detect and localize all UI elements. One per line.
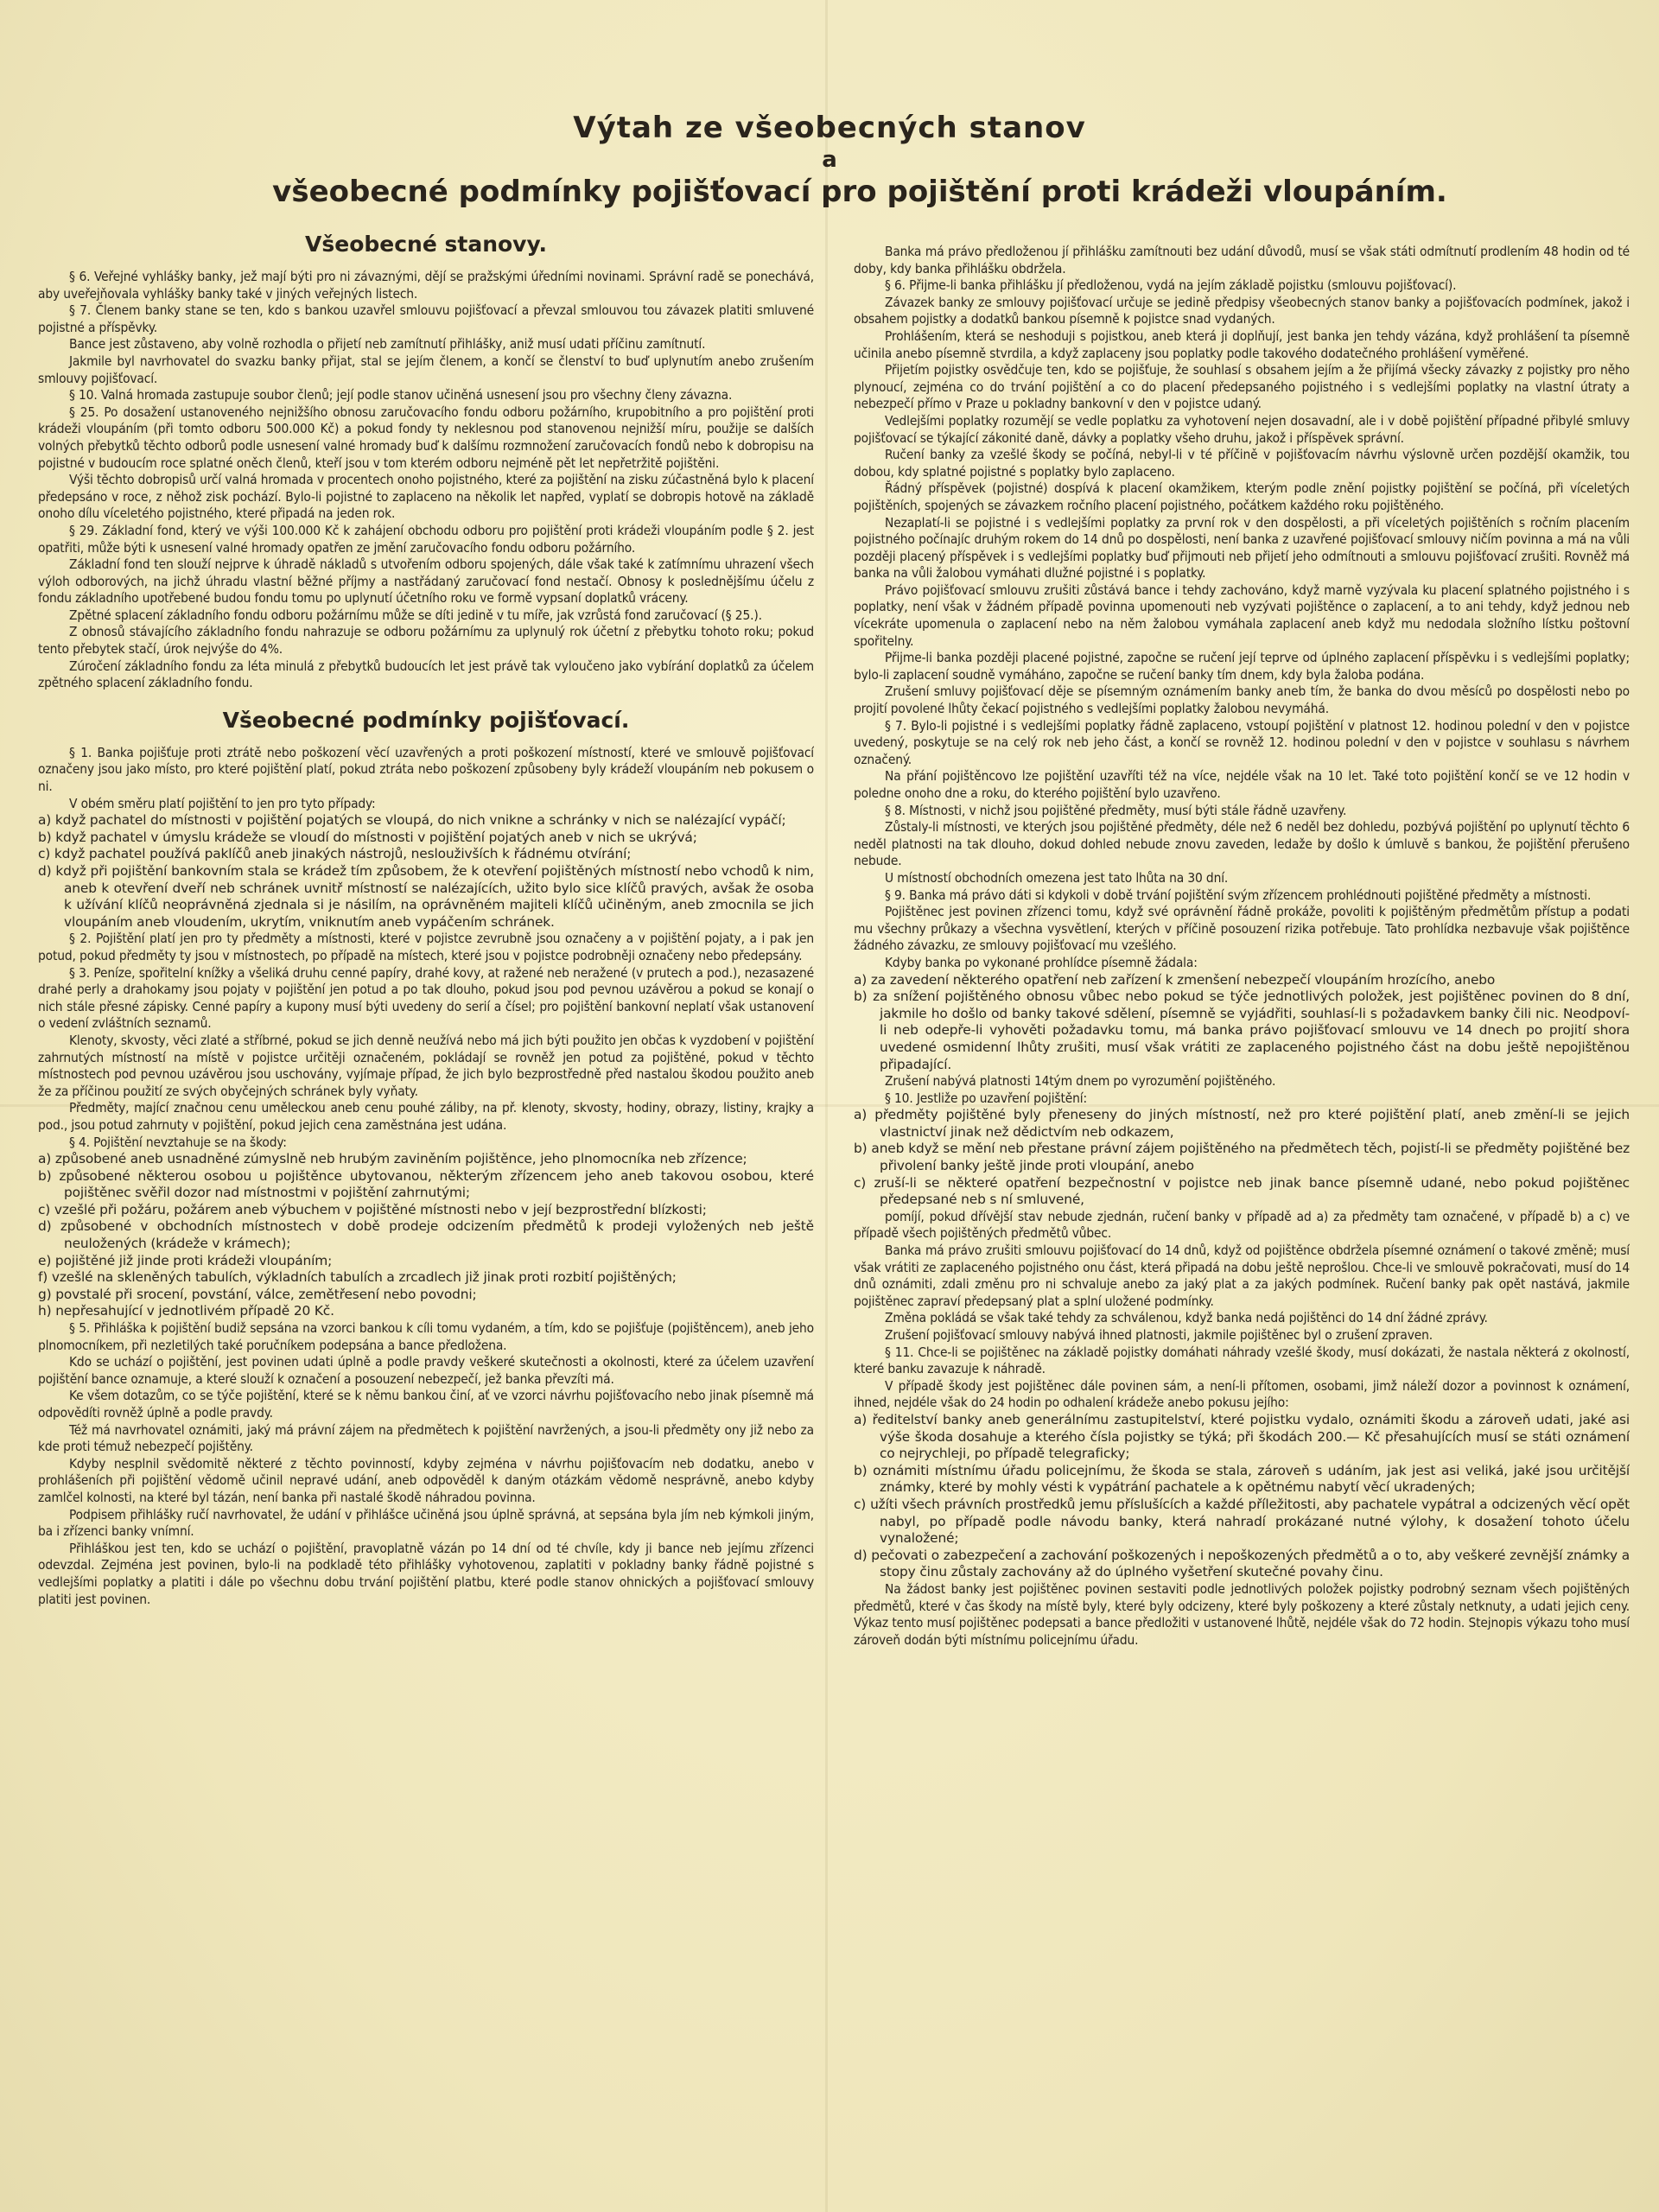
paragraph: U místností obchodních omezena jest tato lhůta na 30 dní. <box>885 869 1229 886</box>
paragraph: V obém směru platí pojištění to jen pro tyto případy: <box>69 795 376 811</box>
paragraph: § 10. Valná hromada zastupuje soubor členů; její podle stanov učiněná usnesení jsou pro všechny členy závazna. <box>69 387 733 404</box>
paragraph: Zrušení nabývá platnosti 14tým dnem po vyrozumění pojištěného. <box>885 1073 1276 1090</box>
paragraph: Bance jest zůstaveno, aby volně rozhodla o přijetí neb zamítnutí přihlášky, aniž musí udati příčinu zamítnutí. <box>69 336 706 353</box>
right-items-3 <box>854 1412 1630 1581</box>
paragraph: Kdyby banka po vykonané prohlídce písemně žádala: <box>885 954 1198 970</box>
paragraph: Ručení banky za vzešlé škody se počíná, nebyl-li v té příčině v pojišťovacím návrhu výslovně určen pozdější okamžik, tou dobou, kdy splatné pojistné s poplatky bylo zaplaceno. <box>854 447 1630 480</box>
list-item: c) vzešlé při požáru, požárem aneb výbuchem v pojištěné místnosti nebo v její bezprostřední blízkosti; <box>38 1201 707 1217</box>
paragraph: Právo pojišťovací smlouvu zrušiti zůstává bance i tehdy zachováno, když marně vyzývala ku placení splatného pojistného i s poplatky, není však v žádném případě povinna upomenouti neb vyzývati pojištěnce o zaplacení, a to ani tehdy, když jednou neb vícekráte upomenula o zaplacení nebo na něm žalobou vymáhala zaplacení aneb když mu nedodala složního lístku poštovní spořitelny. <box>854 582 1630 649</box>
paragraph: § 2. Pojištění platí jen pro ty předměty a místnosti, které v pojistce zevrubně jsou označeny a v pojištění pojaty, a i pak jen potud, pokud předměty ty jsou v místnostech, po případě na místech, které jsou v pojistce podrobněji označeny nebo předepsány. <box>38 931 814 963</box>
list-item: b) oznámiti místnímu úřadu policejnímu, že škoda se stala, zároveň s udáním, jak jest asi veliká, jaké jsou určitější známky, které by mohly vésti k vypátrání pachatele a k opětnému nabytí věcí ukradených; <box>854 1462 1630 1496</box>
list-item: g) povstalé při srocení, povstání, válce, zemětřesení nebo povodni; <box>38 1286 477 1302</box>
podminky-items-1 <box>38 812 814 931</box>
section-heading-podminky: Všeobecné podmínky pojišťovací. <box>222 707 630 733</box>
list-item: d) když při pojištění bankovním stala se krádež tím způsobem, že k otevření pojištěných místností nebo vchodů k nim, aneb k otevření dveří neb schránek uvnitř místností se nalézajících, užito bylo sice klíčů pravých, avšak že osoba k užívání klíčů neoprávněná zjednala si je násilím, na oprávněném majiteli klíčů učiněným, aneb zmocnila se jich vloupáním aneb vloudením, ukrytím, vniknutím aneb vypáčením schránek. <box>38 863 814 930</box>
left-column <box>38 223 814 2184</box>
paragraph: Nezaplatí-li se pojistné i s vedlejšími poplatky za první rok v den dospělosti, a při víceletých pojištěních s ročním placením pojistného počínajíc druhým rokem do 14 dnů po dospělosti, není banka z uzavřené pojišťovací smlouvy ničím povinna a má na vůli později placený příspěvek i s vedlejšími poplatky buď přijmouti neb přijetí jeho odmítnouti a smlouvu pojišťovací zrušiti. Rovněž má banka na vůli žalobou vymáhati dlužné pojistné i s poplatky. <box>854 514 1630 582</box>
list-item: b) způsobené některou osobou u pojištěnce ubytovanou, některým zřízencem jeho aneb takovou osobou, které pojištěnec svěřil dozor nad místnostmi v pojištění zahrnutými; <box>38 1167 814 1201</box>
right-text-3 <box>854 1209 1630 1412</box>
paragraph: Základní fond ten slouží nejprve k úhradě nákladů s utvořením odboru spojených, dále však také k zatímnímu uhrazení všech výloh odborových, na jichž úhradu vlastní běžné příjmy a nastřádaný zaručovací fond nestačí. Obnosy k poslednějšímu účelu z fondu základního upotřebené budou fondu tomu po uplynutí účetního roku ve formě vypsaní doplatků vráceny. <box>38 556 814 607</box>
list-item: a) ředitelství banky aneb generálnímu zastupitelství, které pojistku vydalo, oznámiti škodu a zároveň udati, jaké asi výše škoda dosahuje a kterého čísla pojistky se týká; při škodách 200.— Kč přesahujících musí se státi oznámení co nejrychleji, po případě telegraficky; <box>854 1411 1630 1462</box>
document-header <box>0 111 1659 209</box>
title-line-2: a <box>822 147 837 173</box>
paragraph: Banka má právo zrušiti smlouvu pojišťovací do 14 dnů, když od pojištěnce obdržela písemné oznámení o takové změně; musí však vrátiti ze zaplaceného pojistného onu část, která připadá na dobu ještě neprošlou. Chce-li ve smlouvě pokračovati, musí do 14 dnů oznámiti, zdali změnu pro ni schvaluje anebo za jaký plat a za jakých podmínek. Ručení banky pak opět nastává, jakmile pojištěnec zapraví předepsaný plat a splní uložené podmínky. <box>854 1243 1630 1309</box>
paragraph: V případě škody jest pojištěnec dále povinen sám, a není-li přítomen, osobami, jimž náleží dozor a povinnost k oznámení, ihned, nejdéle však do 24 hodin po odhalení krádeže anebo pokusu jejího: <box>854 1377 1630 1411</box>
list-item: a) když pachatel do místnosti v pojištění pojatých se vloupá, do nich vnikne a schránky v nich se nalézající vypáčí; <box>38 812 786 829</box>
paragraph: Přihláškou jest ten, kdo se uchází o pojištění, pravoplatně vázán po 14 dní od té chvíle, kdy ji bance neb jejímu zřízenci odevzdal. Zejména jest povinen, bylo-li na podkladě této přihlášky vyhotovenou, zaplatiti v pokladny banky řádně pojistné s vedlejšími poplatky a platiti i dále po všechnu dobu trvání pojištění platbu, které podle stanov ohnických a pojišťovací smlouvy platiti jest povinen. <box>38 1540 814 1607</box>
list-item: a) za zavedení některého opatření neb zařízení k zmenšení nebezpečí vloupáním hrozícího, anebo <box>854 971 1496 988</box>
list-item: a) způsobené aneb usnadněné zúmyslně neb hrubým zaviněním pojištěnce, jeho plnomocníka neb zřízence; <box>38 1151 747 1167</box>
paragraph: Podpisem přihlášky ručí navrhovatel, že udání v přihlášce učiněná jsou úplně správná, at sepsána byla jím neb kýmkoli jiným, ba i zřízenci banky vnímní. <box>38 1506 814 1540</box>
podminky-text-3 <box>38 1320 814 1608</box>
list-item: c) zruší-li se některé opatření bezpečnostní v pojistce neb jinak bance písemně udané, nebo pokud pojištěnec předepsané neb s ní smluvené, <box>854 1174 1630 1208</box>
list-item: b) za snížení pojištěného obnosu vůbec nebo pokud se týče jednotlivých položek, jest pojištěnec povinen do 8 dní, jakmile ho došlo od banky takové sdělení, písemně se vyjádřiti, souhlasí-li s požadavkem banky čili nic. Neodpoví-li neb odepře-li vyhověti požadavku tomu, má banka právo pojišťovací smlouvu ve 14 dnech po projití shora uvedené osmidenní lhůty zrušiti, musí však vrátiti ze zaplaceného pojistného část na dobu ještě nepojištěnou připadající. <box>854 988 1630 1072</box>
paragraph: Zpětné splacení základního fondu odboru požárnímu může se díti jedině v tu míře, jak vzrůstá fond zaručovací (§ 25.). <box>69 607 762 623</box>
paragraph: § 9. Banka má právo dáti si kdykoli v době trvání pojištění svým zřízencem prohlédnouti pojištěné předměty a místnosti. <box>885 887 1592 903</box>
list-item: a) předměty pojištěné byly přeneseny do jiných místností, než pro které pojištění platí, aneb změní-li se jejich vlastnictví jinak než dědictvím neb odkazem, <box>854 1107 1630 1140</box>
podminky-items-2 <box>38 1151 814 1320</box>
paragraph: Přijetím pojistky osvědčuje ten, kdo se pojišťuje, že souhlasí s obsahem jejím a že přijímá všecky závazky z pojistky pro něho plynoucí, zejména co do trvání pojištění a co do placení předepsaného pojistného i s vedlejšími poplatky na vlastní útraty a nebezpečí přímo v Praze u pokladny bankovní v den v pojistce udaný. <box>854 362 1630 412</box>
right-items-1 <box>854 972 1630 1074</box>
paragraph: pomíjí, pokud dřívější stav nebude zjednán, ručení banky v případě ad a) za předměty tam označené, v případě b) a c) ve případě všech pojištěných předmětů vůbec. <box>854 1208 1630 1242</box>
paragraph: Banka má právo předloženou jí přihlášku zamítnouti bez udání důvodů, musí se však státi odmítnutí prodlením 48 hodin od té doby, kdy banka přihlášku obdržela. <box>854 244 1630 276</box>
paragraph: Zůstaly-li místnosti, ve kterých jsou pojištěné předměty, déle než 6 neděl bez dohledu, pozbývá pojištění po uplynutí těchto 6 neděl platnosti na tak dlouho, dokud dohled nebude znovu zaveden, ledaže by došlo k úmluvě s bankou, že pojištění přerušeno nebude. <box>854 819 1630 869</box>
paragraph: Zrušení smluvy pojišťovací děje se písemným oznámením banky aneb tím, že banka do dvou měsíců po dospělosti nebo po projití povolené lhůty čekací pojistného s vedlejšími poplatky žalobou nevymáhá. <box>854 683 1630 717</box>
paragraph: § 4. Pojištění nevztahuje se na škody: <box>69 1134 287 1150</box>
paragraph: § 3. Peníze, spořitelní knížky a všeliká druhu cenné papíry, drahé kovy, at ražené neb neražené (v prutech a pod.), nezasazené drahé perly a drahokamy jsou pojaty v pojištění jen potud a po tak dlouho, pokud jsou pod pevnou uzávěrou a pokud se konají o nich stále přesné zápisky. Cenné papíry a kupony musí býti uvedeny do serií a čísel; pro pojištění bankovní neplatí však ustanovení o vedení zvláštních seznamů. <box>38 964 814 1032</box>
podminky-text-2 <box>38 931 814 1151</box>
section-heading-stanovy: Všeobecné stanovy. <box>305 232 547 257</box>
paragraph: Jakmile byl navrhovatel do svazku banky přijat, stal se jejím členem, a končí se členství to buď uplynutím anebo zrušením smlouvy pojišťovací. <box>38 353 814 386</box>
list-item: d) způsobené v obchodních místnostech v době prodeje odcizením předmětů k prodeji vyložených neb ještě neuložených (krádeže v krámech); <box>38 1218 814 1252</box>
paragraph: Změna pokládá se však také tehdy za schválenou, když banka nedá pojištěnci do 14 dní žádné zprávy. <box>885 1310 1488 1326</box>
paragraph: Z obnosů stávajícího základního fondu nahrazuje se odboru požárnímu za uplynulý rok účetní z přebytku tohoto roku; pokud tento přebytek stačí, úrok nejvýše do 4%. <box>38 624 814 658</box>
paragraph: § 6. Veřejné vyhlášky banky, jež mají býti pro ni závaznými, dějí se pražskými úředními novinami. Správní radě se ponechává, aby uveřejňovala vyhlášky banky také v jiných veřejných listech. <box>38 269 814 302</box>
paragraph: § 1. Banka pojišťuje proti ztrátě nebo poškození věcí uzavřených a proti poškození místností, které ve smlouvě pojišťovací označeny jsou jako místo, pro které pojištění platí, pokud ztráta nebo poškození způsobeny byly krádeží vloupáním neb pokusem o ni. <box>38 744 814 795</box>
paragraph: Klenoty, skvosty, věci zlaté a stříbrné, pokud se jich denně neužívá nebo má jich býti použito jen občas k vyzdobení v pojištění zahrnutých místností na místě v pojistce určitěji označeném, pokládají se rovněž jen potud za pojištěné, pokud v těchto místnostech pod pevnou uzávěrou jsou uschovány, vyjímaje případ, že jich bylo bezprostředně před nastalou škodou použito aneb že za příčinou použití ze svých obyčejných schránek byly vyňaty. <box>38 1032 814 1099</box>
paragraph: § 8. Místnosti, v nichž jsou pojištěné předměty, musí býti stále řádně uzavřeny. <box>885 802 1347 818</box>
right-text-1 <box>854 244 1630 972</box>
paragraph: § 29. Základní fond, který ve výši 100.000 Kč k zahájení obchodu odboru pro pojištění proti krádeži vloupáním podle § 2. jest opatřiti, může býti k usnesení valné hromady opatřen ze jmění zaručovacího fondu odboru požárního. <box>38 522 814 556</box>
list-item: d) pečovati o zabezpečení a zachování poškozených i nepoškozených předmětů a o to, aby veškeré zevnější známky a stopy činu zůstaly zachovány až do úplného vyšetření skutečné povahy činu. <box>854 1547 1630 1580</box>
paragraph: Prohlášením, která se neshoduji s pojistkou, aneb která ji doplňují, jest banka jen tehdy vázána, když prohlášení ta písemně učinila anebo písemně stvrdila, a když zaplaceny jsou poplatky podle takového dodatečného prohlášení vyměřené. <box>854 327 1630 361</box>
right-column <box>854 244 1630 2205</box>
paragraph: § 7. Bylo-li pojistné i s vedlejšími poplatky řádně zaplaceno, vstoupí pojištění v platnost 12. hodinou polední v den v pojistce uvedený, poskytuje se na celý rok neb jeho část, a končí se rovněž 12. hodinou polední v den v pojistce v souhlasu s návrhem označený. <box>854 717 1630 767</box>
list-item: c) když pachatel používá paklíčů aneb jinakých nástrojů, neslouživších k řádnému otvírání; <box>38 846 632 862</box>
paragraph: Závazek banky ze smlouvy pojišťovací určuje se jedině předpisy všeobecných stanov banky a pojišťovacích podmínek, jakož i obsahem pojistky a dodatků bankou písemně k pojistce snad vydaných. <box>854 294 1630 327</box>
paragraph: Předměty, mající značnou cenu uměleckou aneb cenu pouhé záliby, na př. klenoty, skvosty, hodiny, obrazy, listiny, krajky a pod., jsou potud zahrnuty v pojištění, pokud jejich cena zaměstnána jest udána. <box>38 1100 814 1133</box>
title-line-3: všeobecné podmínky pojišťovací pro pojištění proti krádeži vloupáním. <box>272 175 1447 209</box>
paragraph: Řádný příspěvek (pojistné) dospívá k placení okamžikem, kterým podle znění pojistky pojištění se počíná, při víceletých pojištěních, spojených se závazkem ročního placení pojistného, počátkem každého roku pojištěného. <box>854 480 1630 513</box>
list-item: e) pojištěné již jinde proti krádeži vloupáním; <box>38 1252 333 1268</box>
podminky-text-1 <box>38 745 814 812</box>
paragraph: Zrušení pojišťovací smlouvy nabývá ihned platnosti, jakmile pojištěnec byl o zrušení zpraven. <box>885 1327 1433 1343</box>
paragraph: Pojištěnec jest povinen zřízenci tomu, když své oprávnění řádně prokáže, povoliti k pojištěným předmětům přístup a podati mu všechny průkazy a všechna vysvětlení, kterých v příčině posouzení rizika potřebuje. Tato prohlídka nezbavuje však pojištěnce žádného závazku, ze smlouvy pojišťovací mu vzešlého. <box>854 904 1630 954</box>
paragraph: Vedlejšími poplatky rozumějí se vedle poplatku za vyhotovení nejen dosavadní, ale i v době pojištění případné přibylé smluvy pojišťovací se týkající zákonité daně, dávky a poplatky všeho druhu, jakož i příspěvek správní. <box>854 412 1630 446</box>
paragraph: Ke všem dotazům, co se týče pojištění, které se k němu bankou činí, ať ve vzorci návrhu pojišťovacího nebo jinak písemně má odpovědíti rovněž úplně a podle pravdy. <box>38 1388 814 1421</box>
list-item: h) nepřesahující v jednotlivém případě 20 Kč. <box>38 1303 334 1319</box>
right-items-2 <box>854 1107 1630 1209</box>
paragraph: Přijme-li banka později placené pojistné, započne se ručení její teprve od úplného zaplacení příspěvku i s vedlejšími poplatky; bylo-li zaplacení soudně vymáháno, započne se ručení banky tím dnem, kdy byla žaloba podána. <box>854 650 1630 683</box>
paragraph: § 7. Členem banky stane se ten, kdo s bankou uzavřel smlouvu pojišťovací a převzal smlouvou tou závazek platiti smluvené pojistné a příspěvky. <box>38 302 814 335</box>
paragraph: § 10. Jestliže po uzavření pojištění: <box>885 1090 1087 1106</box>
paragraph: Na žádost banky jest pojištěnec povinen sestaviti podle jednotlivých položek pojistky podrobný seznam všech pojištěných předmětů, které v čas škody na místě byly, které byly odcizeny, které byly poškozeny a které zůstaly netknuty, a udati jejich ceny. Výkaz tento musí pojištěnec podepsati a bance předložiti v ustanovené lhůtě, nejdéle však do 72 hodin. Stejnopis výkazu toho musí zároveň dodán býti místnímu policejnímu úřadu. <box>854 1580 1630 1648</box>
list-item: b) když pachatel v úmyslu krádeže se vloudí do místnosti v pojištění pojatých aneb v nich se ukrývá; <box>38 829 697 845</box>
list-item: f) vzešlé na skleněných tabulích, výkladních tabulích a zrcadlech již jinak proti rozbití pojištěných; <box>38 1269 677 1286</box>
paragraph: § 6. Přijme-li banka přihlášku jí předloženou, vydá na jejím základě pojistku (smlouvu pojišťovací). <box>885 277 1457 294</box>
right-text-4 <box>854 1581 1630 1649</box>
paragraph: § 5. Přihláška k pojištění budiž sepsána na vzorci bankou k cíli tomu vydaném, a tím, kdo se pojišťuje (pojištěncem), aneb jeho plnomocníkem, při nezletilých také poručníkem podepsána a bance předložena. <box>38 1320 814 1353</box>
list-item: b) aneb když se mění neb přestane právní zájem pojištěného na předmětech těch, pojistí-li se předměty pojištěné bez přivolení banky ještě jinde proti vloupání, anebo <box>854 1141 1630 1174</box>
paragraph: Též má navrhovatel oznámiti, jaký má právní zájem na předmětech k pojištění navržených, a jsou-li předměty ony již nebo za kde proti témuž nebezpečí pojištěny. <box>38 1421 814 1455</box>
paragraph: Výši těchto dobropisů určí valná hromada v procentech onoho pojistného, které za pojištění na zisku zúčastněná bylo k placení předepsáno v roce, z něhož zisk pochází. Bylo-li pojistné to zaplaceno na několik let napřed, vyplatí se dobropis hotově na základě onoho dílu víceletého pojistného, které připadá na jeden rok. <box>38 472 814 522</box>
paragraph: § 11. Chce-li se pojištěnec na základě pojistky domáhati náhrady vzešlé škody, musí dokázati, že nastala některá z okolností, které banku zavazuje k náhradě. <box>854 1344 1630 1377</box>
paragraph: Na přání pojištěncovo lze pojištění uzavříti též na více, nejdéle však na 10 let. Také toto pojištění končí se ve 12 hodin v poledne onoho dne a roku, do kterého pojištění bylo uzavřeno. <box>854 768 1630 801</box>
paragraph: Zúročení základního fondu za léta minulá z přebytků budoucích let jest právě tak vyloučeno jako vybírání doplatků za účelem zpětného splacení základního fondu. <box>38 658 814 691</box>
paragraph: Kdyby nesplnil svědomitě některé z těchto povinností, kdyby zejména v návrhu pojišťovacím neb dodatku, anebo v prohlášeních při pojištění vědomě učinil nepravé udání, aneb odpověděl k daným otázkám vědomě nesprávně, anebo kdyby zamlčel kolnosti, na které byl tázán, není banka při nastalé škodě náhradou povinna. <box>38 1455 814 1505</box>
stanovy-text <box>38 269 814 692</box>
title-line-1: Výtah ze všeobecných stanov <box>573 111 1086 145</box>
list-item: c) užíti všech právních prostředků jemu příslušících a každé příležitosti, aby pachatele vypátral a odcizených věcí opět nabyl, po případě podle návodu banky, která nahradí prokázané nutné výlohy, k dosažení tohoto účelu vynaložené; <box>854 1496 1630 1547</box>
paragraph: Kdo se uchází o pojištění, jest povinen udati úplně a podle pravdy veškeré skutečnosti a okolnosti, které za účelem uzavření pojištění bance oznamuje, a které slouží k označení a posouzení nebezpečí, jež banka převzíti má. <box>38 1354 814 1387</box>
right-text-2 <box>854 1073 1630 1107</box>
paragraph: § 25. Po dosažení ustanoveného nejnižšího obnosu zaručovacího fondu odboru požárního, krupobitního a pro pojištění proti krádeži vloupáním (při tomto odboru 500.000 Kč) a pokud fondy ty neklesnou pod stanovenou nejnižší míru, použije se dalších volných přebytků těchto odborů podle usnesení valné hromady buď k dalšímu rozmnožení zaručovacích fondů nebo k dobropisu na pojistné v budoucím roce splatné oněch členů, kteří jsou v tom kterém odboru nejméně pět let nepřetržitě pojištěni. <box>38 404 814 471</box>
